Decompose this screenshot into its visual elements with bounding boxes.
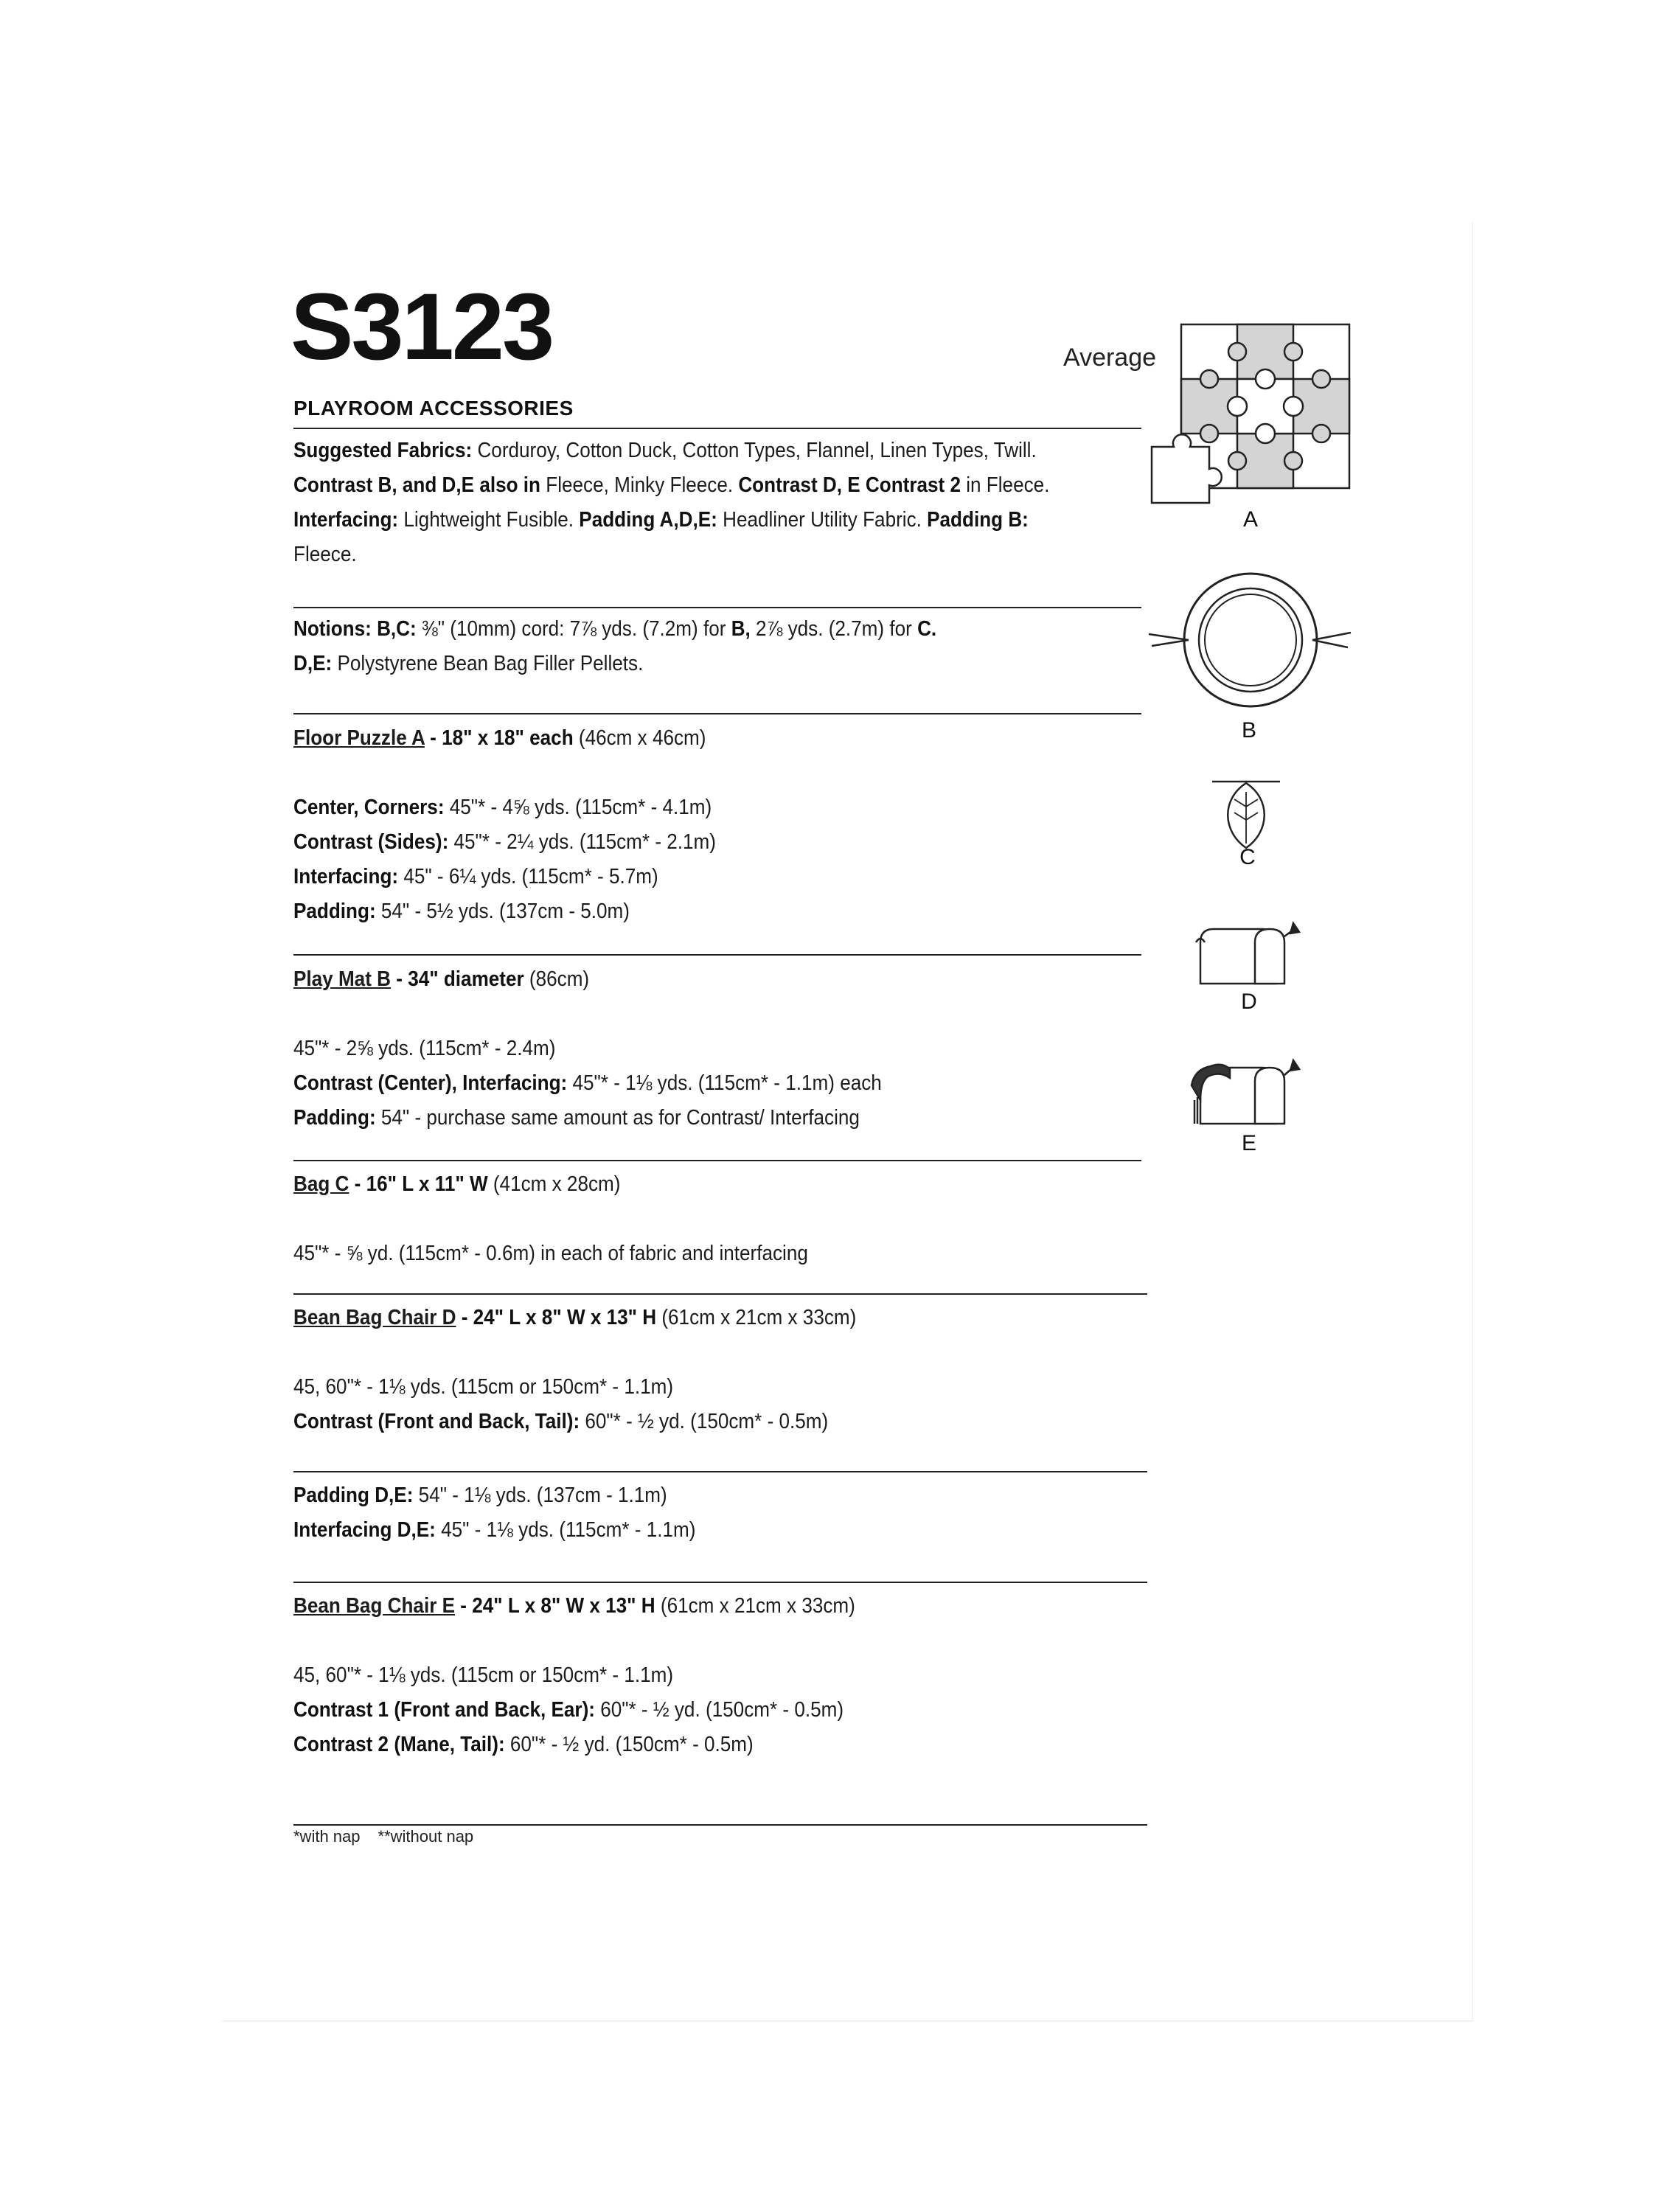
section-metric: (61cm x 21cm x 33cm) (656, 1306, 857, 1329)
contrast2-label: Contrast D, E Contrast 2 (738, 473, 961, 497)
section-title: Bean Bag Chair D (293, 1306, 456, 1329)
section-dims: - 24" L x 8" W x 13" H (455, 1594, 655, 1618)
notions (293, 612, 1057, 681)
section-floor-puzzle-a (293, 721, 1057, 929)
section-title: Bean Bag Chair E (293, 1594, 456, 1618)
padding-ade-text: Headliner Utility Fabric. (717, 508, 928, 532)
section-title: Bag C (293, 1172, 349, 1196)
pattern-title: PLAYROOM ACCESSORIES (293, 397, 574, 420)
contrast-text: Fleece, Minky Fleece. (540, 473, 739, 497)
yardage-label: Padding D,E: (293, 1484, 414, 1507)
notions-view-b: B, (731, 617, 751, 641)
padding-b-label: Padding B: (927, 508, 1029, 532)
view-label-b: B (1241, 718, 1256, 742)
padding-b-text: Fleece. (293, 543, 357, 566)
section-metric: (46cm x 46cm) (573, 726, 706, 750)
view-c-bag-illustration (1209, 777, 1283, 851)
view-label-e: E (1241, 1131, 1256, 1155)
difficulty-label: Average (1063, 344, 1157, 372)
yardage-value: 45"* - ⅝ yd. (115cm* - 0.6m) in each of fabric and interfacing (293, 1242, 808, 1265)
divider (293, 1293, 1147, 1295)
section-metric: (86cm) (524, 967, 590, 991)
view-label-a: A (1242, 507, 1258, 532)
section-metric: (61cm x 21cm x 33cm) (655, 1594, 855, 1618)
view-b-play-mat-illustration (1147, 572, 1354, 712)
yardage-label: Contrast 1 (Front and Back, Ear): (293, 1698, 595, 1722)
footnote-with-nap: *with nap (293, 1827, 361, 1846)
yardage-value: 45"* - 2¼ yds. (115cm* - 2.1m) (448, 830, 716, 854)
divider (293, 607, 1141, 608)
yardage-value: 60"* - ½ yd. (150cm* - 0.5m) (580, 1410, 829, 1433)
yardage-label: Contrast (Center), Interfacing: (293, 1071, 568, 1095)
section-bean-bag-chair-e (293, 1589, 1057, 1762)
notions-de-text: Polystyrene Bean Bag Filler Pellets. (332, 652, 644, 675)
yardage-value: 45"* - 1⅛ yds. (115cm* - 1.1m) each (567, 1071, 882, 1095)
yardage-label: Padding: (293, 900, 376, 923)
interfacing-text: Lightweight Fusible. (398, 508, 580, 532)
view-a-floor-puzzle-illustration (1150, 321, 1357, 513)
suggested-fabrics (293, 434, 1057, 572)
yardage-value: 54" - 1⅛ yds. (137cm - 1.1m) (413, 1484, 667, 1507)
divider (293, 1160, 1141, 1161)
yardage-value: 45"* - 4⅝ yds. (115cm* - 4.1m) (444, 796, 712, 819)
pattern-number: S3123 (291, 274, 553, 380)
interfacing-label: Interfacing: (293, 508, 399, 532)
yardage-label: Center, Corners: (293, 796, 445, 819)
divider (293, 1582, 1147, 1583)
section-bag-c (293, 1167, 1057, 1271)
section-play-mat-b (293, 962, 1057, 1135)
yardage-value: 45, 60"* - 1⅛ yds. (115cm or 150cm* - 1.1m) (293, 1663, 674, 1687)
yardage-value: 45"* - 2⅝ yds. (115cm* - 2.4m) (293, 1037, 556, 1060)
yardage-label: Contrast 2 (Mane, Tail): (293, 1733, 505, 1756)
divider (293, 1824, 1147, 1826)
yardage-label: Interfacing D,E: (293, 1518, 436, 1542)
view-label-d: D (1241, 990, 1257, 1014)
notions-label: Notions: B,C: (293, 617, 417, 641)
footnote-without-nap: **without nap (378, 1827, 474, 1846)
yardage-value: 60"* - ½ yd. (150cm* - 0.5m) (594, 1698, 844, 1722)
divider (293, 428, 1141, 429)
section-bean-bag-chair-d (293, 1301, 1057, 1439)
divider (293, 954, 1141, 956)
section-metric: (41cm x 28cm) (487, 1172, 621, 1196)
yardage-label: Contrast (Front and Back, Tail): (293, 1410, 580, 1433)
view-e-bean-bag-chair-illustration (1186, 1056, 1304, 1127)
padding-ade-label: Padding A,D,E: (579, 508, 717, 532)
section-dims: - 24" L x 8" W x 13" H (456, 1306, 657, 1329)
footnote (293, 1827, 473, 1846)
section-padding-interfacing-de (293, 1478, 1057, 1548)
notions-text: 2⅞ yds. (2.7m) for (750, 617, 918, 641)
notions-view-c: C. (917, 617, 937, 641)
yardage-value: 45" - 6¼ yds. (115cm* - 5.7m) (398, 865, 658, 888)
contrast-label: Contrast B, and D,E also in (293, 473, 540, 497)
yardage-value: 45" - 1⅛ yds. (115cm* - 1.1m) (435, 1518, 696, 1542)
suggested-label: Suggested Fabrics: (293, 439, 473, 462)
yardage-value: 54" - purchase same amount as for Contrast/ Interfacing (375, 1106, 860, 1130)
view-d-bean-bag-chair-illustration (1193, 920, 1304, 987)
divider (293, 1471, 1147, 1472)
view-label-c: C (1239, 845, 1256, 869)
yardage-value: 45, 60"* - 1⅛ yds. (115cm or 150cm* - 1.1m) (293, 1375, 674, 1399)
suggested-text: Corduroy, Cotton Duck, Cotton Types, Flannel, Linen Types, Twill. (472, 439, 1037, 462)
section-dims: - 18" x 18" each (424, 726, 574, 750)
yardage-value: 54" - 5½ yds. (137cm - 5.0m) (375, 900, 630, 923)
section-title: Floor Puzzle A (293, 726, 425, 750)
divider (293, 713, 1141, 714)
section-dims: - 16" L x 11" W (349, 1172, 488, 1196)
yardage-value: 60"* - ½ yd. (150cm* - 0.5m) (504, 1733, 754, 1756)
contrast2-text: in Fleece. (960, 473, 1050, 497)
yardage-label: Contrast (Sides): (293, 830, 449, 854)
yardage-label: Padding: (293, 1106, 376, 1130)
notions-text: ⅜" (10mm) cord: 7⅞ yds. (7.2m) for (416, 617, 731, 641)
section-dims: - 34" diameter (391, 967, 524, 991)
yardage-label: Interfacing: (293, 865, 399, 888)
section-title: Play Mat B (293, 967, 392, 991)
notions-de-label: D,E: (293, 652, 333, 675)
